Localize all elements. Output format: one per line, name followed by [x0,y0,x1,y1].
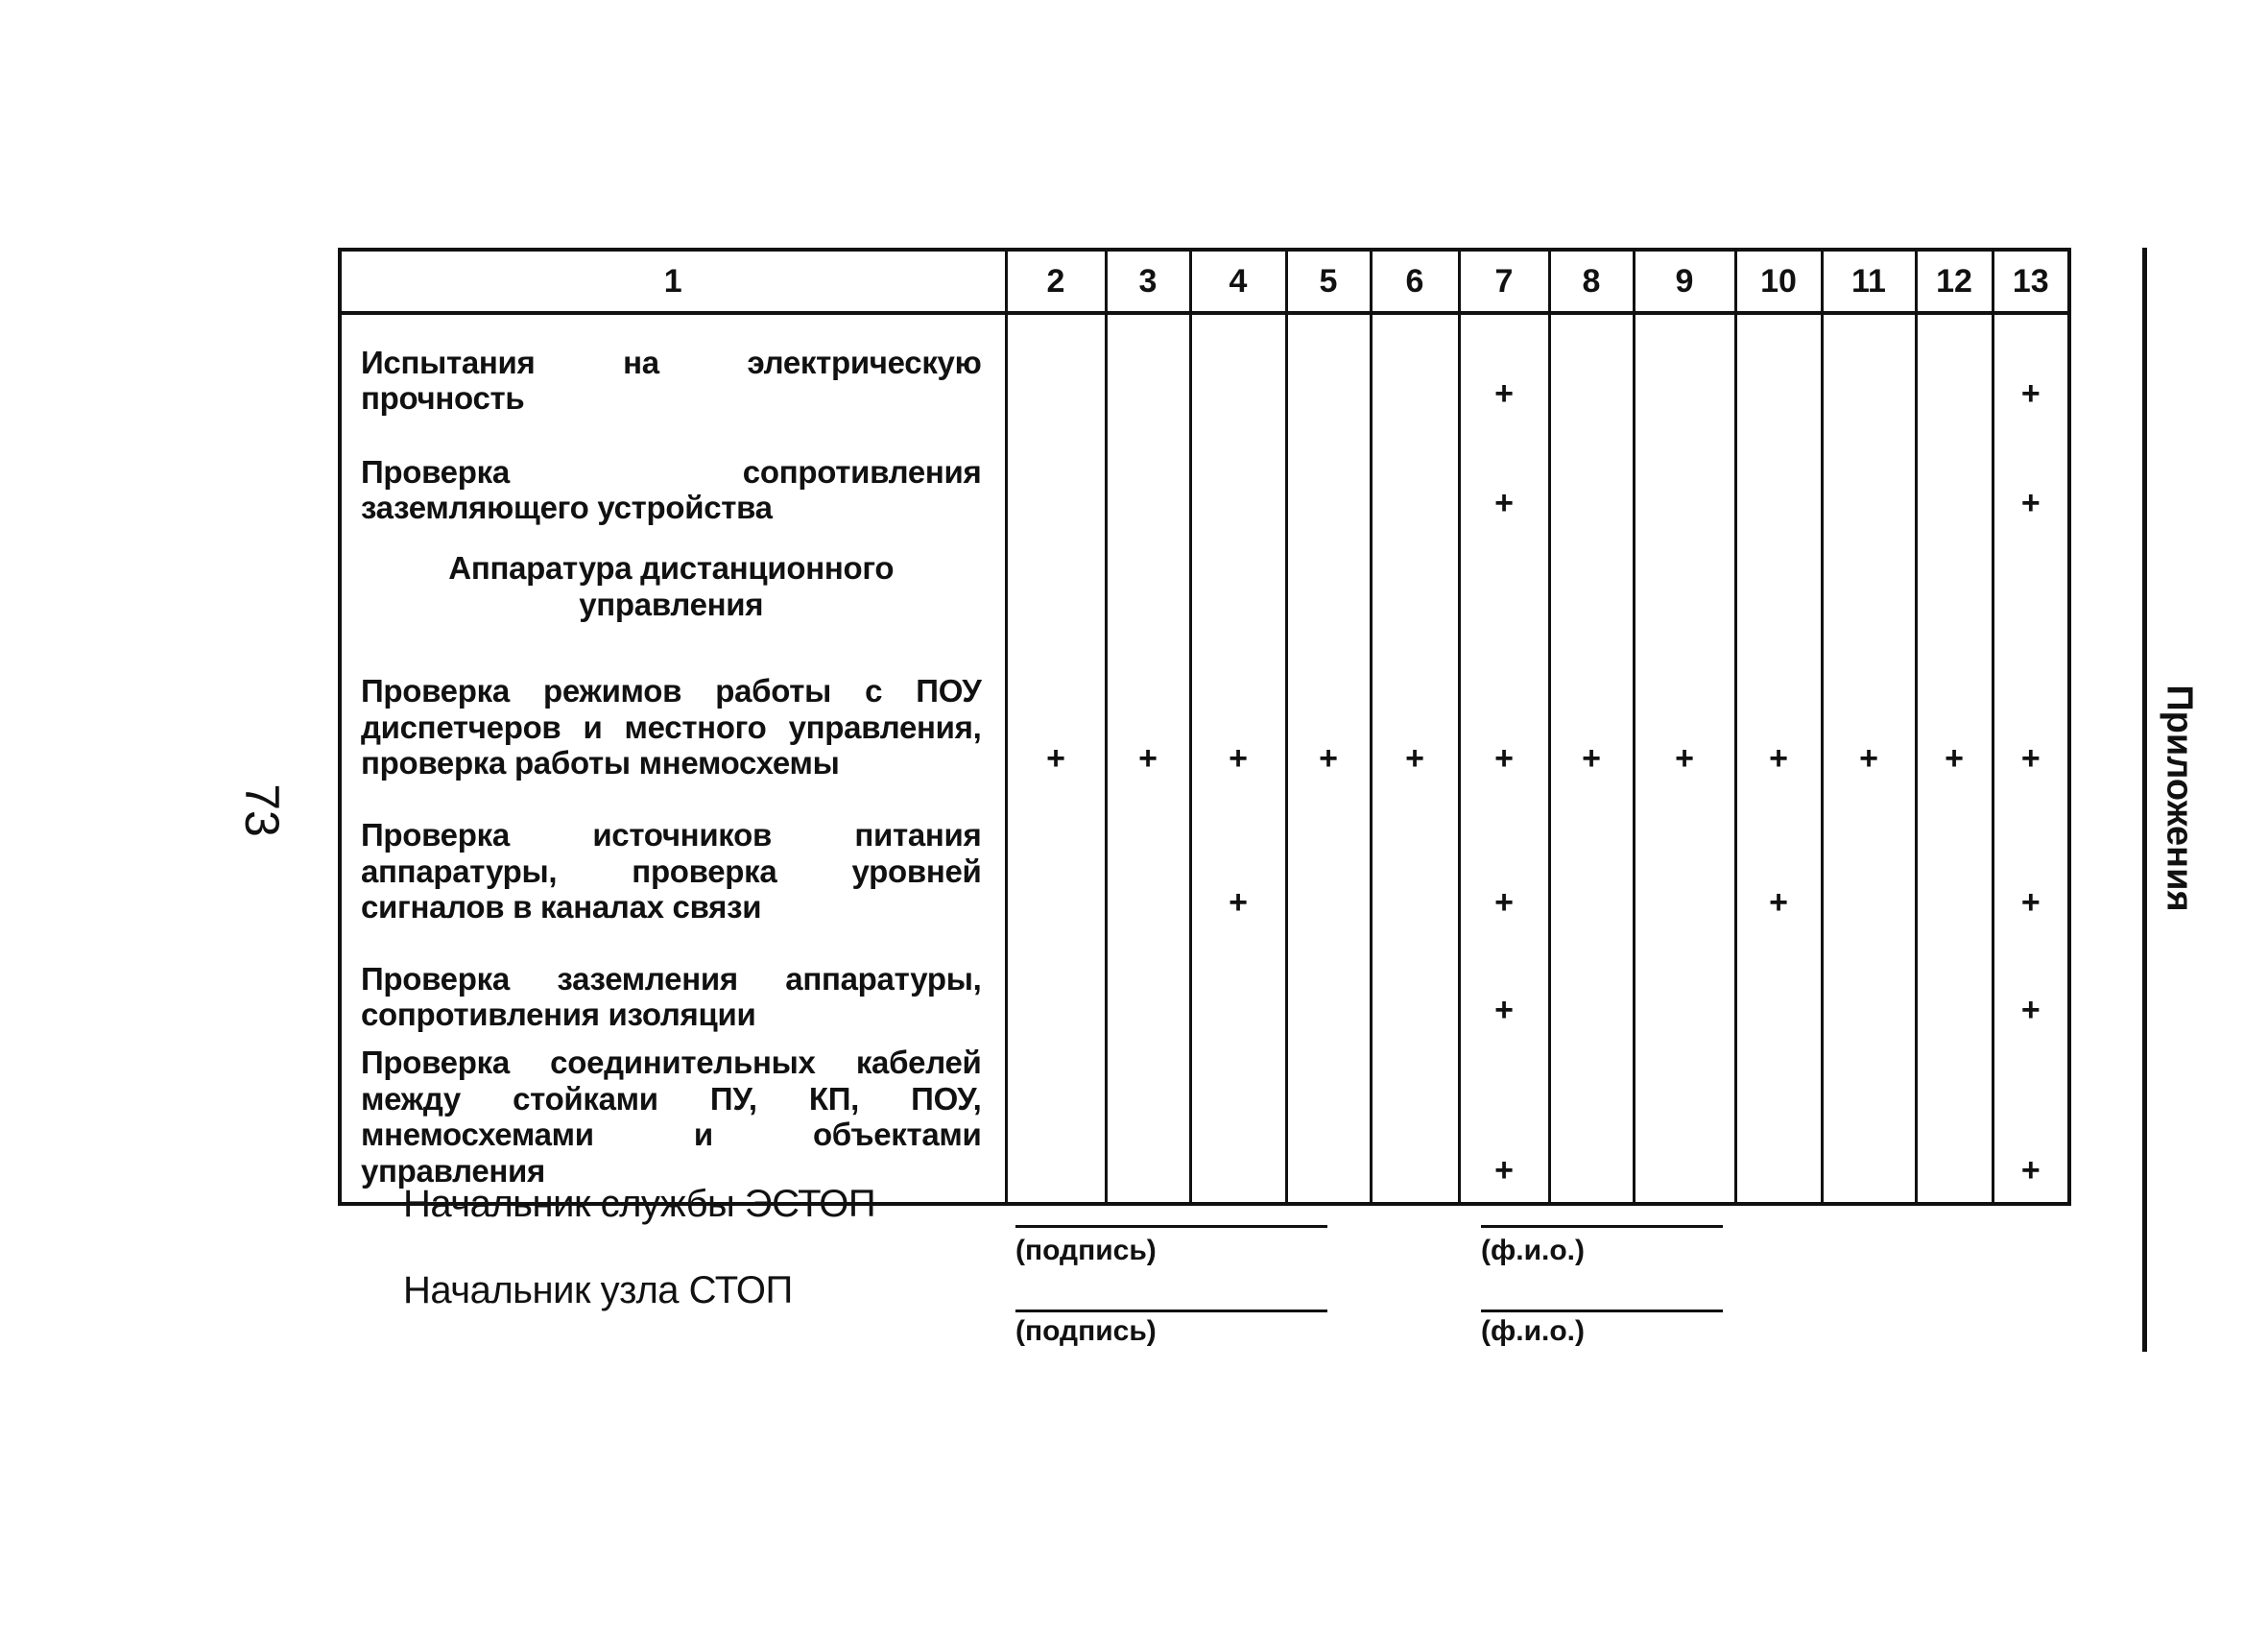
row-mark: + [1993,1039,2069,1204]
row-mark [1106,313,1190,422]
row-mark [1106,1039,1190,1204]
name-line [1481,1225,1723,1228]
table-row [340,787,2069,931]
column-header: 11 [1822,250,1916,313]
signature-caption: (подпись) [1015,1315,1157,1347]
row-mark [1916,787,1993,931]
signature-title: Начальник службы ЭСТОП [403,1183,876,1225]
signature-caption: (подпись) [1015,1235,1157,1266]
row-mark: + [1735,787,1822,931]
column-header: 1 [340,250,1006,313]
row-mark [1190,1039,1286,1204]
row-mark [1634,931,1735,1039]
row-mark: + [1006,641,1106,787]
row-mark [1006,931,1106,1039]
column-header: 7 [1459,250,1549,313]
section-heading: Аппаратура дистанционного управления [340,532,1006,641]
row-mark [1190,313,1286,422]
row-mark: + [1286,641,1371,787]
row-mark: + [1106,641,1190,787]
row-mark [1006,422,1106,532]
row-mark: + [1459,787,1549,931]
row-mark [1006,787,1106,931]
row-mark: + [1459,313,1549,422]
row-mark [1634,422,1735,532]
row-mark [1371,931,1459,1039]
row-mark [1371,532,1459,641]
column-header: 3 [1106,250,1190,313]
column-header: 5 [1286,250,1371,313]
column-header: 2 [1006,250,1106,313]
row-description: Проверка заземления аппаратуры, сопротивления изоляции [340,931,1006,1039]
row-mark [1916,422,1993,532]
row-mark [1549,787,1634,931]
row-mark: + [1993,641,2069,787]
row-mark: + [1549,641,1634,787]
row-mark [1735,931,1822,1039]
row-mark [1006,532,1106,641]
row-mark: + [1371,641,1459,787]
row-mark [1916,931,1993,1039]
row-mark [1735,313,1822,422]
row-mark: + [1993,422,2069,532]
row-mark [1371,1039,1459,1204]
table-row [340,422,2069,532]
row-mark [1106,931,1190,1039]
table-row [340,641,2069,787]
row-mark [1822,1039,1916,1204]
row-mark [1371,787,1459,931]
row-mark [1106,787,1190,931]
inspection-table [338,248,2071,1206]
row-mark [1634,787,1735,931]
column-header: 10 [1735,250,1822,313]
row-description: Проверка сопротивления заземляющего устройства [340,422,1006,532]
column-header: 9 [1634,250,1735,313]
row-mark: + [1993,313,2069,422]
name-caption: (ф.и.о.) [1481,1235,1586,1266]
row-mark: + [1459,1039,1549,1204]
row-mark: + [1916,641,1993,787]
row-mark: + [1993,931,2069,1039]
row-mark [1549,313,1634,422]
row-description: Проверка режимов работы с ПОУ диспетчеров и местного управления, проверка работы мнемосхемы [340,641,1006,787]
row-mark [1993,532,2069,641]
row-mark [1735,1039,1822,1204]
row-mark [1822,532,1916,641]
page-number: 73 [234,783,289,837]
table-row [340,1039,2069,1204]
row-mark [1822,422,1916,532]
column-header: 4 [1190,250,1286,313]
row-mark [1549,532,1634,641]
row-mark [1371,422,1459,532]
column-header: 6 [1371,250,1459,313]
row-mark [1916,532,1993,641]
row-mark [1371,313,1459,422]
name-line [1481,1310,1723,1312]
row-mark [1190,931,1286,1039]
row-mark [1286,532,1371,641]
row-mark: + [1190,787,1286,931]
row-description: Испытания на электрическую прочность [340,313,1006,422]
side-section-label: Приложения [2159,685,2200,912]
table-row [340,313,2069,422]
row-mark [1822,931,1916,1039]
row-mark [1549,931,1634,1039]
row-description: Проверка соединительных кабелей между стойками ПУ, КП, ПОУ, мнемосхемами и объектами управления [340,1039,1006,1204]
row-mark [1006,1039,1106,1204]
signature-line [1015,1225,1327,1228]
row-mark [1006,313,1106,422]
row-mark [1634,532,1735,641]
row-mark [1916,1039,1993,1204]
header-row [340,250,2069,313]
row-mark [1634,313,1735,422]
row-mark [1822,313,1916,422]
name-caption: (ф.и.о.) [1481,1315,1586,1347]
row-mark [1822,787,1916,931]
row-mark: + [1459,641,1549,787]
row-mark: + [1735,641,1822,787]
row-mark [1106,422,1190,532]
row-mark [1190,532,1286,641]
table-row [340,532,2069,641]
row-mark [1735,422,1822,532]
table-row [340,931,2069,1039]
row-mark [1286,931,1371,1039]
row-mark: + [1822,641,1916,787]
row-description: Проверка источников питания аппаратуры, проверка уровней сигналов в каналах связи [340,787,1006,931]
column-header: 13 [1993,250,2069,313]
side-rule [2142,248,2147,1352]
row-mark [1634,1039,1735,1204]
row-mark [1286,787,1371,931]
row-mark [1286,313,1371,422]
row-mark: + [1459,422,1549,532]
row-mark [1106,532,1190,641]
row-mark [1549,422,1634,532]
row-mark: + [1634,641,1735,787]
row-mark [1459,532,1549,641]
row-mark [1735,532,1822,641]
signature-title: Начальник узла СТОП [403,1269,793,1311]
row-mark [1549,1039,1634,1204]
column-header: 8 [1549,250,1634,313]
row-mark: + [1459,931,1549,1039]
row-mark [1916,313,1993,422]
row-mark: + [1190,641,1286,787]
signature-line [1015,1310,1327,1312]
row-mark: + [1993,787,2069,931]
column-header: 12 [1916,250,1993,313]
row-mark [1286,1039,1371,1204]
row-mark [1286,422,1371,532]
row-mark [1190,422,1286,532]
